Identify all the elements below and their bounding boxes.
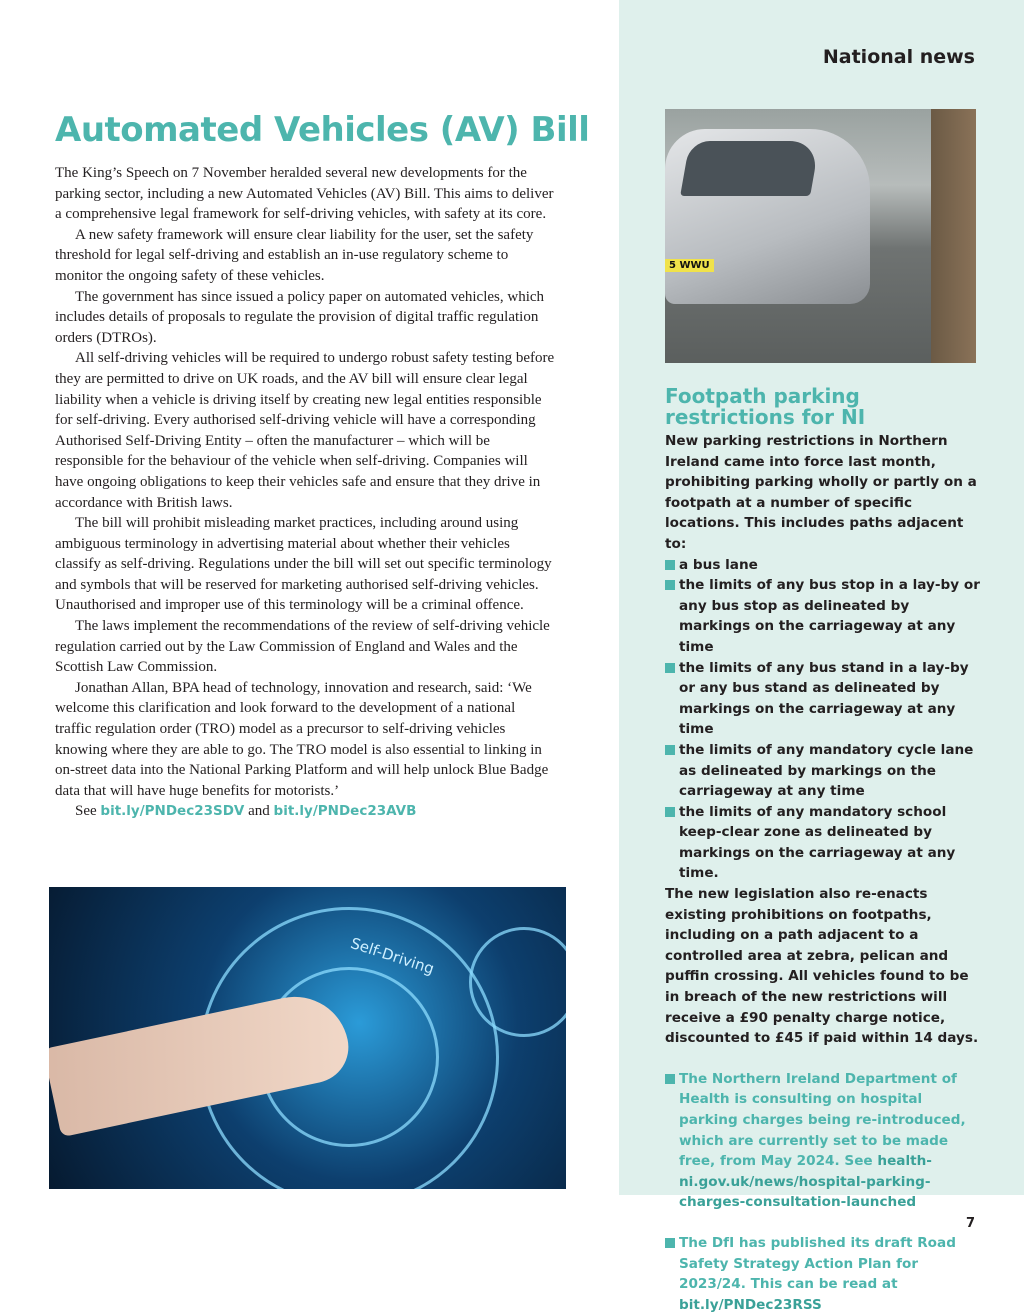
article-body xyxy=(55,163,555,822)
sidebar-outro: The new legislation also re-enacts existing prohibitions on footpaths, including on a path adjacent to a controlled area at zebra, pelican and puffin crossing. All vehicles found to be in breach of the new restrictions will receive a £90 penalty charge notice, discounted to £45 if paid within 14 days. xyxy=(665,886,979,1047)
note-dfi xyxy=(665,1233,980,1315)
link-avb[interactable]: bit.ly/PNDec23AVB xyxy=(273,803,417,820)
paragraph: The laws implement the recommendations of the review of self-driving vehicle regulation carried out by the Law Commission of England and Wales and the Scottish Law Commission. xyxy=(55,618,550,676)
list-item xyxy=(665,740,980,802)
link-rss[interactable]: bit.ly/PNDec23RSS xyxy=(679,1296,822,1313)
sidebar-intro: New parking restrictions in Northern Ireland came into force last month, prohibiting parking wholly or partly on a footpath at a number of specific locations. This includes paths adjacent to: xyxy=(665,433,977,552)
paragraph: A new safety framework will ensure clear liability for the user, set the safety threshold for legal self-driving and establish an in-use regulatory scheme to monitor the ongoing safety of these vehicles. xyxy=(55,226,534,284)
list-item xyxy=(665,555,980,576)
paragraph: The King’s Speech on 7 November heralded several new developments for the parking sector, including a new Automated Vehicles (AV) Bill. This aims to deliver a comprehensive legal framework for self-driving vehicles, with safety at its core. xyxy=(55,165,554,223)
bullet-square-icon xyxy=(665,807,675,817)
bullet-text: a bus lane xyxy=(679,556,758,573)
paragraph: The bill will prohibit misleading market practices, including around using ambiguous terminology in advertising material about whether their vehicles classify as self-driving. Regulations under the bill will set out specific terminology and symbols that will be reserved for marketing authorised self-driving vehicles. Unauthorised and improper use of this terminology will be a criminal offence. xyxy=(55,515,552,614)
sidebar-title: Footpath parking restrictions for NI xyxy=(665,384,866,429)
sidebar-article xyxy=(665,386,980,1315)
bullet-text: the limits of any bus stand in a lay-by or any bus stand as delineated by markings on the carriageway at any time xyxy=(679,659,969,738)
self-driving-photo xyxy=(49,887,566,1189)
see-and: and xyxy=(248,803,270,820)
bullet-square-icon xyxy=(665,560,675,570)
see-links xyxy=(55,801,555,822)
note-text: The Northern Ireland Department of Health is consulting on hospital parking charges being re-introduced, which are currently set to be made free, from May 2024. See xyxy=(679,1070,966,1170)
bullet-text: the limits of any mandatory school keep-clear zone as delineated by markings on the carriageway at any time. xyxy=(679,803,956,882)
note-health xyxy=(665,1069,980,1213)
paragraph: Jonathan Allan, BPA head of technology, innovation and research, said: ‘We welcome this clarification and look forward to the development of a national traffic regulation order (TRO) model as a precursor to self-driving vehicles knowing where they are able to go. The TRO model is also essential to linking in on-street data into the National Parking Platform and will help unlock Blue Badge data that will have huge benefits for motorists.’ xyxy=(55,679,549,799)
see-prefix: See xyxy=(75,803,97,820)
link-health[interactable]: health-ni.gov.uk/news/hospital-parking-charges-consultation-launched xyxy=(679,1153,932,1211)
license-plate: 5 WWU xyxy=(665,259,714,272)
bullet-text: the limits of any bus stop in a lay-by or any bus stop as delineated by markings on the carriageway at any time xyxy=(679,577,980,655)
page-number: 7 xyxy=(965,1216,975,1231)
car-illustration xyxy=(665,129,870,304)
paragraph: All self-driving vehicles will be required to undergo robust safety testing before they are permitted to drive on UK roads, and the AV bill will ensure clear legal liability when a vehicle is driving itself by creating new legal entities responsible for self-driving. Every authorised self-driving vehicle will have a corresponding Authorised Self-Driving Entity – often the manufacturer – which will be responsible for the behaviour of the vehicle when self-driving. Companies will have ongoing obligations to keep their vehicles safe and ensure that they drive in accordance with British laws. xyxy=(55,350,555,511)
bullet-square-icon xyxy=(665,580,675,590)
self-driving-label: Self-Driving xyxy=(348,934,437,978)
link-sdv[interactable]: bit.ly/PNDec23SDV xyxy=(100,803,245,820)
section-label: National news xyxy=(822,46,975,68)
bullet-text: the limits of any mandatory cycle lane as delineated by markings on the carriageway at any time xyxy=(679,741,974,800)
bullet-square-icon xyxy=(665,1238,675,1248)
paragraph: The government has since issued a policy paper on automated vehicles, which includes details of proposals to regulate the provision of digital traffic regulation orders (DTROs). xyxy=(55,288,545,346)
article-title: Automated Vehicles (AV) Bill xyxy=(55,110,590,150)
parked-car-photo xyxy=(665,109,976,363)
list-item xyxy=(665,658,980,740)
note-text: The DfI has published its draft Road Safety Strategy Action Plan for 2023/24. This can be read at xyxy=(679,1234,956,1293)
bullet-square-icon xyxy=(665,745,675,755)
bullet-square-icon xyxy=(665,1074,675,1084)
wall xyxy=(931,109,976,363)
list-item xyxy=(665,575,980,657)
bullet-square-icon xyxy=(665,663,675,673)
list-item xyxy=(665,802,980,884)
